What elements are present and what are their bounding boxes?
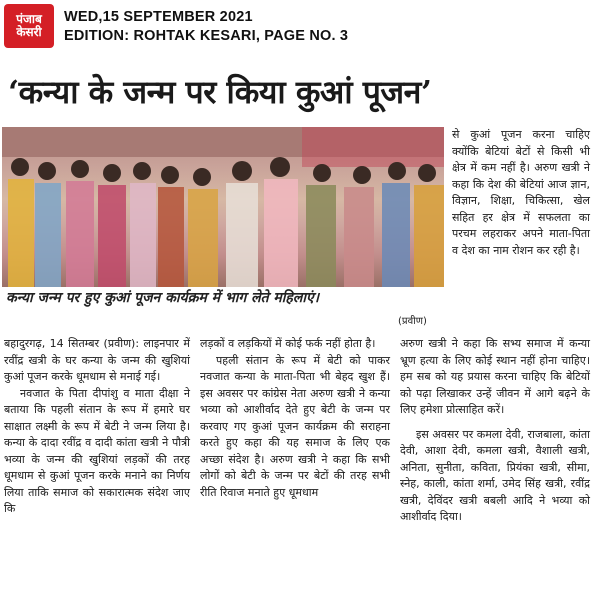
article-photo [2, 127, 444, 287]
group-of-women-photo [2, 127, 444, 287]
article-column-1 [4, 336, 190, 518]
newspaper-logo [4, 4, 54, 48]
paragraph: इस अवसर पर कमला देवी, राजबाला, कांता देवी, आशा देवी, कमला खत्री, वैशाली खत्री, अनिता, सुनीता, कविता, प्रियंका खत्री, सीमा, स्नेह, काली, कांता शर्मा, उमेद सिंह खत्री, रवींद्र खत्री, देविंदर खत्री बबली आदि ने भव्या को आशीर्वाद दिया। [400, 427, 590, 523]
logo-line-2: केसरी [16, 25, 42, 39]
article-column-3-lower [400, 336, 590, 526]
paragraph: नवजात के पिता दीपांशु व माता दीक्षा ने बताया कि पहली संतान के रूप में हमारे घर साक्षात लक्ष्मी के रूप में बेटी ने जन्म लिया है। कन्या के दादा रवींद्र व दादी कांता खत्री ने पौत्री भव्या के जन्म की खुशियां लड़कों की तरह धूमधाम से कुआं पूजन करके मनाने का निर्णय लिया ताकि समाज को सकारात्मक संदेश जाए कि [4, 386, 190, 515]
photo-credit: (प्रवीण) [398, 316, 427, 327]
article-column-2 [200, 336, 390, 501]
article-column-3 [400, 127, 590, 259]
edition-line: EDITION: ROHTAK KESARI, PAGE NO. 3 [64, 28, 349, 44]
paragraph: पहली संतान के रूप में बेटी को पाकर नवजात कन्या के माता-पिता भी बेहद खुश हैं। इस अवसर पर कांग्रेस नेता अरुण खत्री ने कन्या भव्या को आशीर्वाद देते हुए बेटी के जन्म पर करवाए गए कुआं पूजन कार्यक्रम की सराहना करते हुए कहा की यह समाज के लिए एक अच्छा संदेश है। अरुण खत्री ने कहा कि सभी लोगों को बेटी के जन्म पर बेटों की तरह सभी रीति रिवाज मनाते हुए धूमधाम [200, 353, 390, 499]
logo-line-1: पंजाब [16, 11, 42, 26]
masthead-meta [64, 8, 348, 46]
paragraph: बहादुरगढ़, 14 सितम्बर (प्रवीण): लाइनपार में रवींद्र खत्री के घर कन्या के जन्म की खुशियां कुआं पूजन करके धूमधाम से मनाई गई। [4, 337, 190, 383]
paragraph: अरुण खत्री ने कहा कि सभ्य समाज में कन्या भ्रूण हत्या के लिए कोई स्थान नहीं होना चाहिए। हम सब को यह प्रयास करना चाहिए कि बेटियों को पढ़ा लिखाकर उन्हें जीवन में आगे बढ़ने के लिए हमेशा प्रोत्साहित करें। [400, 337, 590, 416]
dateline: WED,15 SEPTEMBER 2021 [64, 9, 253, 25]
paragraph: से कुआं पूजन करना चाहिए क्योंकि बेटियां बेटों से किसी भी क्षेत्र में कम नहीं है। अरुण खत्री ने कहा कि देश की बेटियां आज ज्ञान, विज्ञान, शिक्षा, चिकित्सा, खेल सहित हर क्षेत्र में सफलता का परचम लहराकर अपने माता-पिता व देश का नाम रोशन कर रही है। [452, 128, 590, 257]
article-headline: ‘कन्या के जन्म पर किया कुआं पूजन’ [8, 73, 432, 111]
photo-caption: कन्या जन्म पर हुए कुआं पूजन कार्यक्रम में भाग लेते महिलाएं। [6, 290, 320, 306]
paragraph: लड़कों व लड़कियों में कोई फर्क नहीं होता है। [200, 337, 376, 350]
